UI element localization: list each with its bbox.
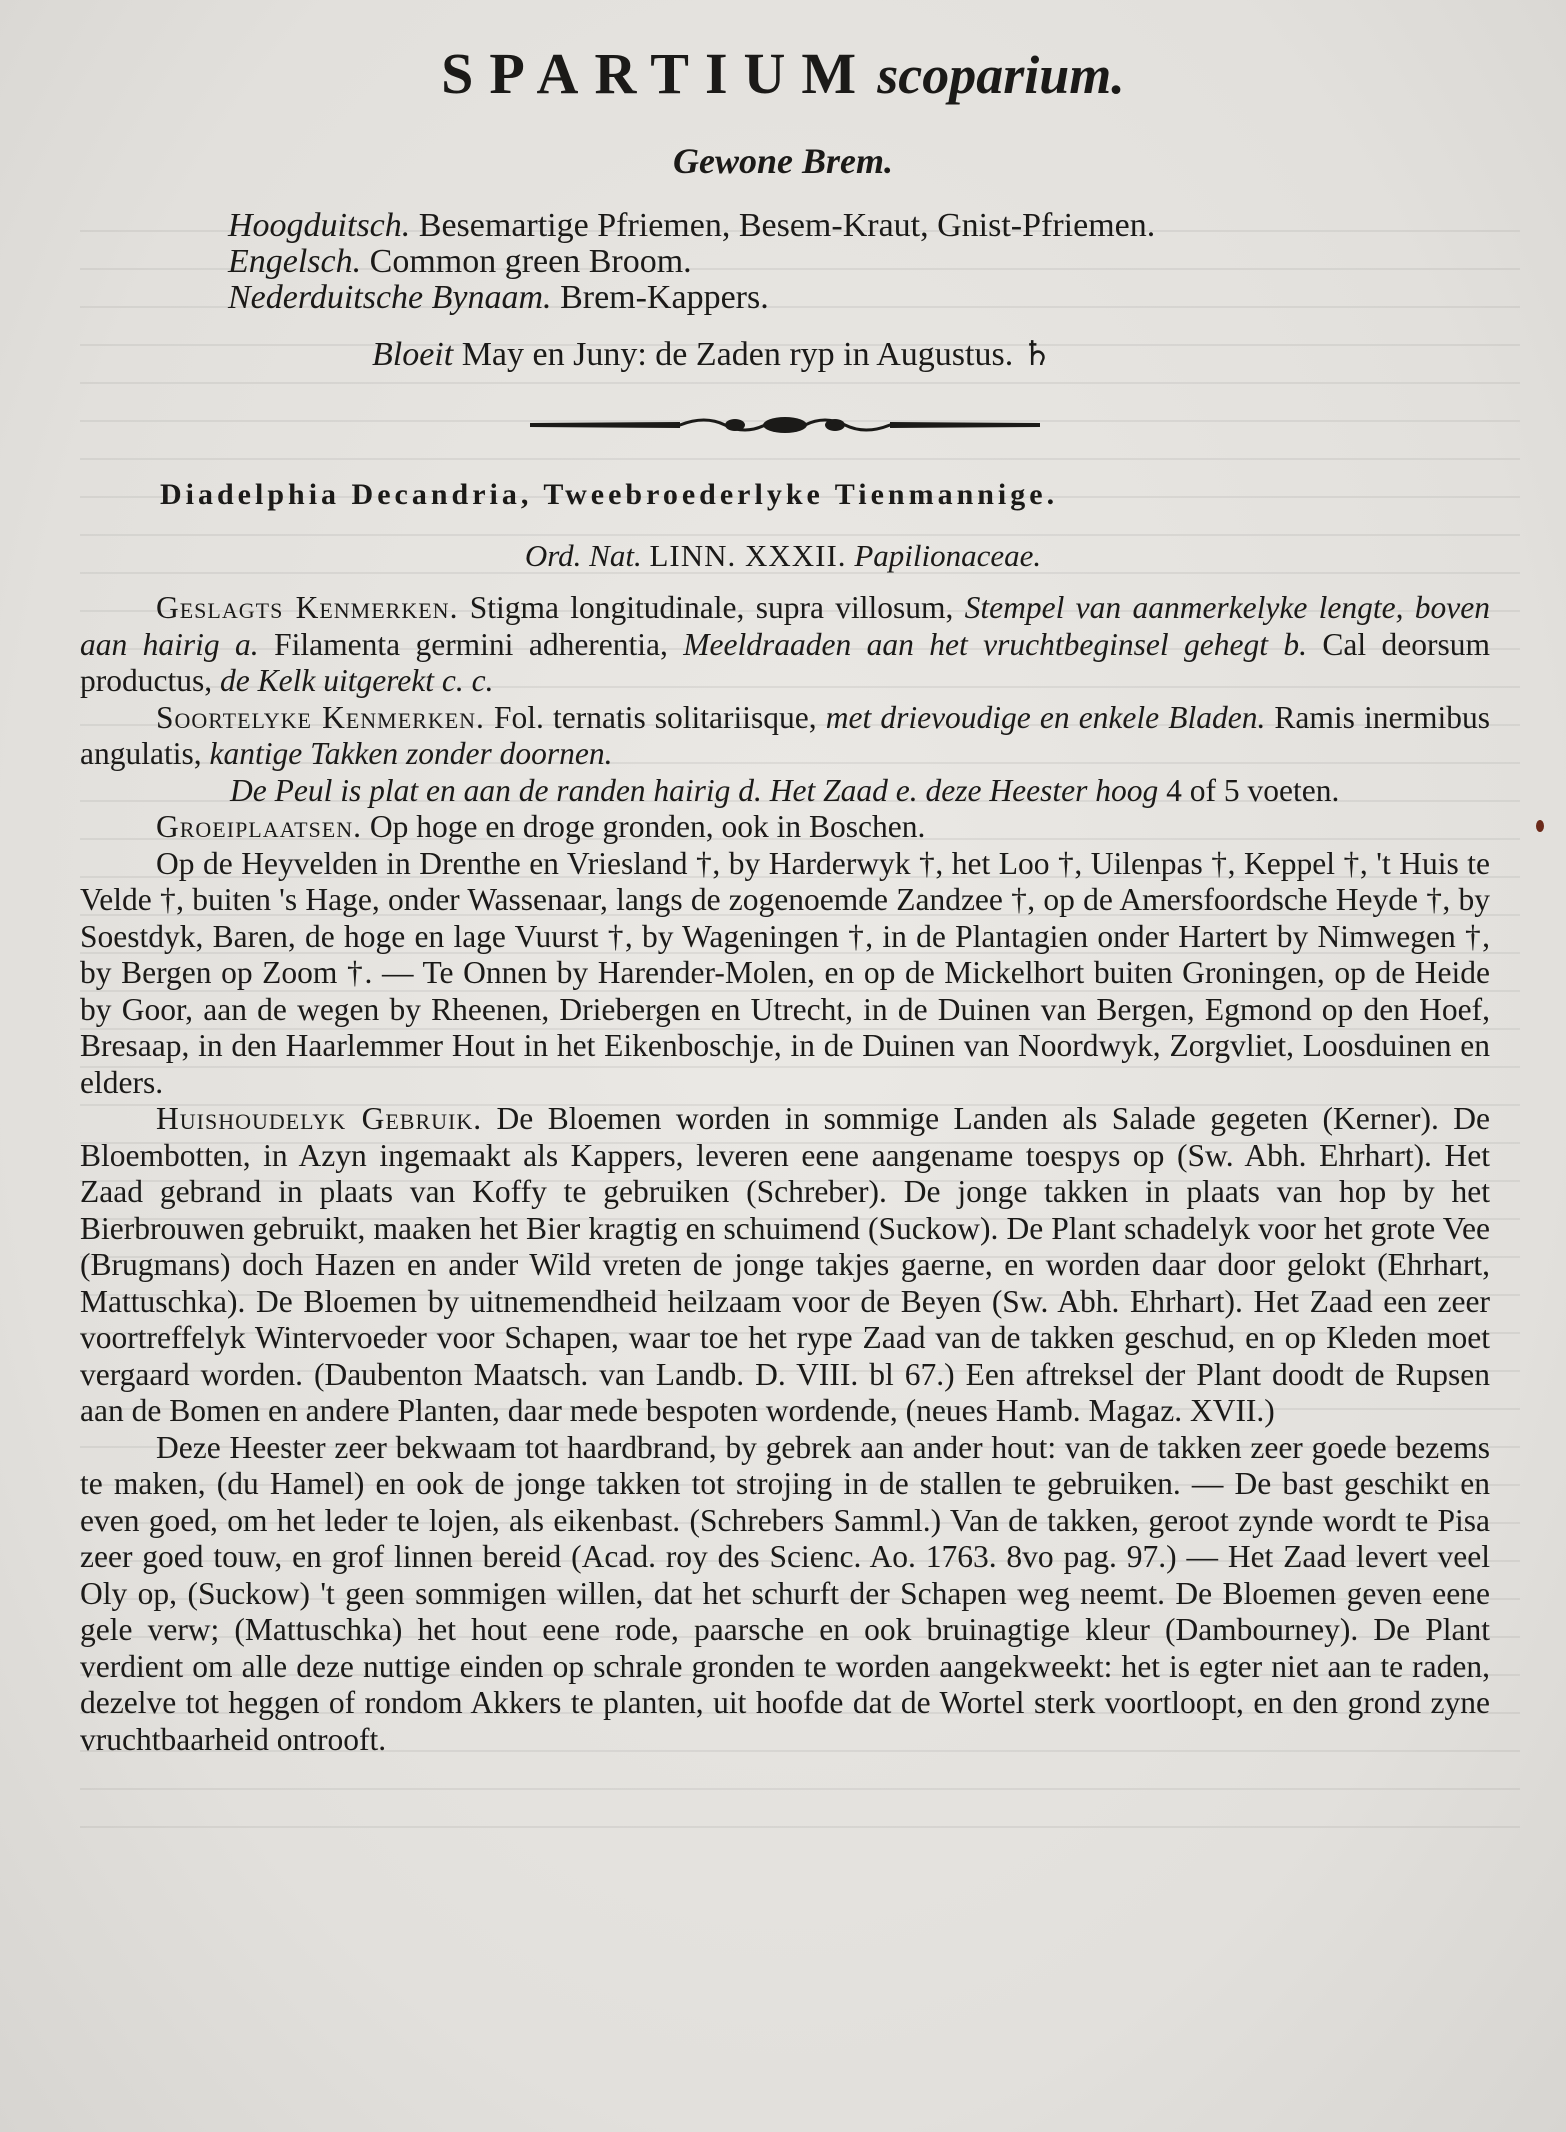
latin-text: Filamenta germini adherentia, [274,626,668,662]
paper-stain [1536,820,1544,832]
paragraph-household-use [80,1101,1490,1430]
paragraph-pod [80,773,1490,810]
name-text: Common green Broom. [369,243,692,280]
dutch-text: de Kelk uitgerekt c. c. [219,663,494,698]
linnaean-class: Diadelphia Decandria, Tweebroederlyke Tienmannige. [160,478,1059,511]
flowering-text: May en Juny: de Zaden ryp in Augustus. ♄ [461,336,1053,373]
latin-text: Stigma longitudinale, supra villosum, [469,590,954,625]
pod-text: De Peul is plat en aan de randen hairig d. Het Zaad e. deze Heester hoog [230,772,1159,808]
paragraph-habitat [80,809,1490,846]
ord-label: Ord. Nat. [524,538,642,573]
natural-order [0,538,1566,574]
main-text [80,590,1490,1758]
flowering-label: Bloeit [372,336,454,373]
name-label: Engelsch. [228,243,362,280]
latin-text: Fol. ternatis solitariisque, [494,699,817,735]
name-text: Brem-Kappers. [560,279,769,316]
name-label: Hoogduitsch. [228,207,411,244]
habitat-text: Op hoge en droge gronden, ook in Boschen. [369,809,926,844]
paragraph-localities: Op de Heyvelden in Drenthe en Vriesland †, by Harderwyk †, het Loo †, Uilenpas †, Keppel †, 't Huis te Velde †, buiten 's Hage, onder Wassenaar, langs de zogenoemde Zandzee †, op de Amersfoordsche Heyde †, by Soestdyk, Baren, de hoge en lage Vuurst †, by Wageningen †, in de Plantagien onder Hartert by Nimwegen †, by Bergen op Zoom †. — Te Onnen by Harender-Molen, en op de Mickelhort buiten Groningen, op de Heide by Goor, aan de wegen by Rheenen, Driebergen en Utrecht, in de Duinen van Bergen, Egmond op den Hoef, Bresaap, in den Haarlemmer Hout in het Eikenboschje, in de Duinen van Noordwyk, Zorgvliet, Loosduinen en elders. [80,845,1490,1100]
species-name: scoparium. [877,45,1125,105]
dutch-text: Stempel van aanmerkelyke lengte, boven aan hairig a. [80,590,1490,662]
section-heading: Geslagts Kenmerken. [156,590,459,625]
household-text: De Bloemen worden in sommige Landen als Salade gegeten (Kerner). De Bloembotten, in Azyn ingemaakt als Kappers, leveren eene aangename toespys op (Sw. Abh. Ehrhart). Het Zaad gebrand in plaats van Koffy te gebruiken (Schreber). De jonge takken in plaats van hop by het Bierbrouwen gebruikt, maaken het Bier kragtig en schuimend (Suckow). De Plant schadelyk voor het grote Vee (Brugmans) doch Hazen en ander Wild vreten de jonge takjes gaerne, en worden daar door gelokt (Ehrhart, Mattuschka). De Bloemen by uitnemendheid heilzaam voor de Beyen (Sw. Abh. Ehrhart). Het Zaad een zeer voortreffelyk Wintervoeder voor Schapen, waar toe het rype Zaad van de takken geschud, en op Kleden moet vergaard worden. (Daubenton Maatsch. van Landb. D. VIII. bl 67.) Een aftreksel der Plant doodt de Rupsen aan de Bomen en andere Planten, daar mede bespoten wordende, (neues Hamb. Magaz. XVII.) [80,1101,1490,1428]
paragraph-shrub-uses: Deze Heester zeer bekwaam tot haardbrand, by gebrek aan ander hout: van de takken zeer goede bezems te maken, (du Hamel) en ook de jonge takken tot strojing in de stallen te gebruiken. — De bast geschikt en even goed, om het leder te lojen, als eikenbast. (Schrebers Samml.) Van de takken, geroot zynde wordt te Pisa zeer goed touw, en grof linnen bereid (Acad. roy des Scienc. Ao. 1763. 8vo pag. 97.) — Het Zaad levert veel Oly op, (Suckow) 't geen sommigen willen, dat het schurft der Schapen weg neemt. De Bloemen geven eene gele verw; (Mattuschka) het hout eene rode, paarsche en ook bruinagtige kleur (Dambourney). De Plant verdient om alle deze nuttige einden op schrale gronden te worden aangekweekt: het is egter niet aan te raden, dezelve tot heggen of rondom Akkers te planten, uit hoofde dat de Wortel sterk voortloopt, en den grond zyne vruchtbaarheid ontrooft. [80,1429,1490,1757]
page-title [0,40,1566,107]
paragraph-species-characters [80,700,1490,773]
dutch-text: met drievoudige en enkele Bladen. [825,699,1266,735]
genus-name: SPARTIUM [441,41,873,106]
name-german [228,208,1155,244]
paragraph-genus-characters [80,590,1490,700]
ord-name: Papilionaceae. [854,538,1042,573]
name-english [228,244,1155,280]
latin-text: Ramis inermibus angulatis, [80,699,1491,771]
section-heading: Groeiplaatsen. [156,809,362,844]
name-text: Besemartige Pfriemen, Besem-Kraut, Gnist-Pfriemen. [418,207,1156,244]
ord-linn: LINN. XXXII. [649,538,847,573]
dutch-text: kantige Takken zonder doornen. [209,736,613,771]
vernacular-names [228,208,1155,316]
common-name: Gewone Brem. [673,141,893,181]
section-heading: Soortelyke Kenmerken. [156,699,485,735]
name-label: Nederduitsche Bynaam. [228,279,552,316]
flowering-line [372,334,1052,374]
latin-text: Cal deorsum productus, [80,626,1491,698]
name-dutch [228,280,1155,316]
ornamental-divider [530,410,1040,440]
section-heading: Huishoudelyk Gebruik. [156,1101,483,1136]
dutch-text: Meeldraaden aan het vruchtbeginsel gehegt b. [683,626,1307,662]
height-text: 4 of 5 voeten. [1166,772,1340,808]
